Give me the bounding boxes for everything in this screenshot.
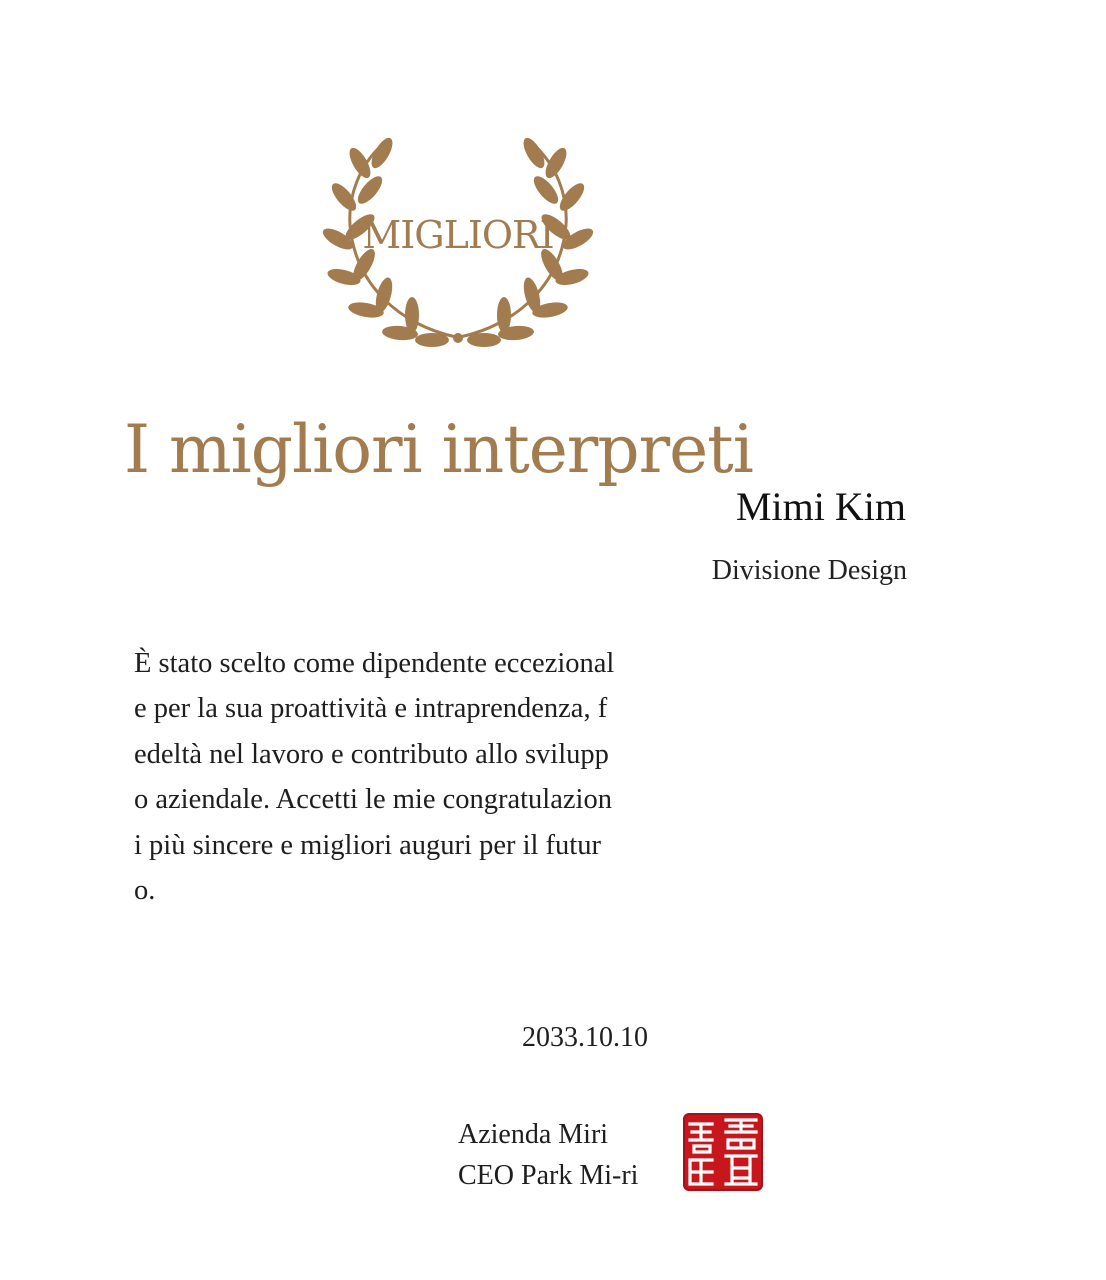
citation-line: i più sincere e migliori auguri per il futur: [134, 829, 601, 861]
certificate-title: I migliori interpreti: [124, 411, 753, 488]
red-seal-stamp-icon: [682, 1112, 764, 1192]
citation-line: o aziendale. Accetti le mie congratulazion: [134, 784, 612, 816]
badge-text: MIGLIORI: [362, 213, 554, 257]
citation-line: edeltà nel lavoro e contributo allo svilupp: [134, 738, 609, 770]
citation-line: o.: [134, 875, 156, 907]
award-date: 2033.10.10: [522, 1022, 648, 1053]
company-name: Azienda Miri: [458, 1119, 609, 1150]
recipient-division: Divisione Design: [711, 555, 907, 586]
recipient-name: Mimi Kim: [735, 484, 906, 529]
citation-line: È stato scelto come dipendente eccezional: [134, 648, 615, 679]
ceo-name: CEO Park Mi-ri: [458, 1160, 639, 1191]
citation-line: e per la sua proattività e intraprendenza, f: [134, 693, 608, 725]
citation-text: [134, 641, 734, 913]
signature-block: [458, 1114, 638, 1196]
